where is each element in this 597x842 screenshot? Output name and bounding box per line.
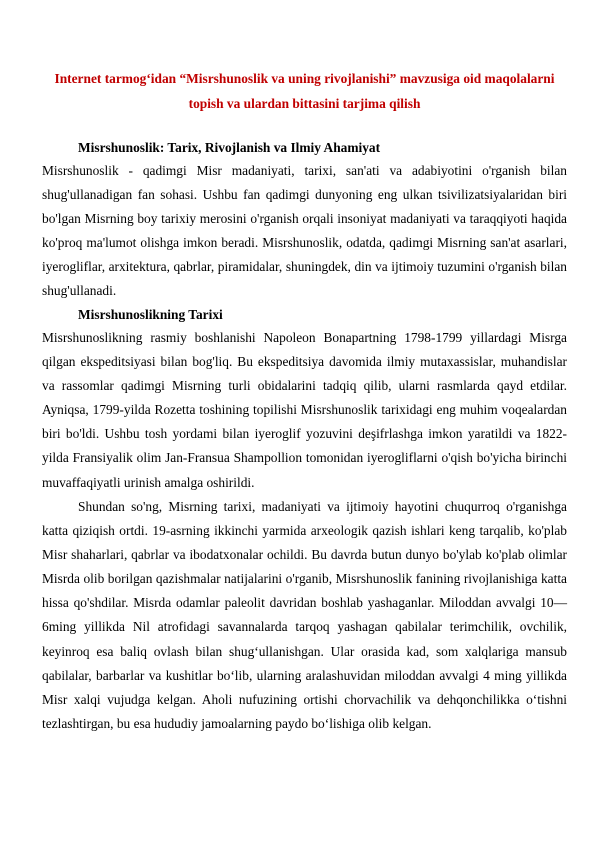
document-title: Internet tarmog‘idan “Misrshunoslik va uning rivojlanishi” mavzusiga oid maqolalarni topish va ulardan bittasini tarjima qilish: [54, 71, 555, 111]
paragraph-history: Misrshunoslikning rasmiy boshlanishi Napoleon Bonapartning 1798-1799 yillardagi Misrga qilgan ekspeditsiyasi bilan bog'liq. Bu ekspeditsiya davomida ilmiy mutaxassislar, muhandislar va rassomlar qadimgi Misrning turli obidalarini tadqiq qilib, ularni rasmlarda qayd etdilar. Ayniqsa, 1799-yilda Rozetta toshining topilishi Misrshunoslik tarixidagi eng muhim voqealardan biri bo'ldi. Ushbu tosh yordami bilan iyeroglif yozuvini deşifrlashga imkon yaratildi va 1822-yilda Fransiyalik olim Jan-Fransua Shampollion tomonidan iyerogliflarni o'qish bo'yicha birinchi muvaffaqiyatli urinish amalga oshirildi.: [42, 330, 567, 490]
section-heading-overview: Misrshunoslik: Tarix, Rivojlanish va Ilmiy Ahamiyat: [78, 140, 381, 155]
paragraph-overview: Misrshunoslik - qadimgi Misr madaniyati, tarixi, san'ati va adabiyotini o'rganish bilan shug'ullanadigan fan sohasi. Ushbu fan qadimgi dunyoning eng ulkan tsivilizatsiyalaridan biri bo'lgan Misrning boy tarixiy merosini o'rganish orqali insoniyat madaniyati va taraqqiyoti haqida ko'proq ma'lumot olishga imkon beradi. Misrshunoslik, odatda, qadimgi Misrning san'at asarlari, iyerogliflar, arxitektura, qabrlar, piramidalar, shuningdek, din va ijtimoiy tuzumini o'rganish bilan shug'ullanadi.: [42, 163, 567, 299]
section-heading-history: Misrshunoslikning Tarixi: [78, 307, 223, 322]
paragraph-development: Shundan so'ng, Misrning tarixi, madaniyati va ijtimoiy hayotini chuqurroq o'rganishga katta qiziqish ortdi. 19-asrning ikkinchi yarmida arxeologik qazish ishlari keng tarqalib, ko'plab Misr shaharlari, qabrlar va ibodatxonalar ochildi. Bu davrda butun dunyo bo'ylab ko'plab olimlar Misrda olib borilgan qazishmalar natijalarini o'rganib, Misrshunoslik fanining rivojlanishiga katta hissa qo'shdilar. Misrda odamlar paleolit davridan boshlab yashaganlar. Miloddan avvalgi 10—6ming yillikda Nil atrofidagi savannalarda tarqoq yashagan qabilalar terimchilik, ovchilik, keyinroq esa baliq ovlash bilan shug‘ullanishgan. Ular orasida kad, som xalqlariga mansub qabilalar, barbarlar va kushitlar bo‘lib, ularning aralashuvidan miloddan avvalgi 4 ming yillikda Misr xalqi vujudga kelgan. Aholi nufuzining ortishi chorvachilik va dehqonchilikka o‘tishni tezlashtirgan, bu esa hududiy jamoalarning paydo bo‘lishiga olib kelgan.: [42, 499, 567, 731]
